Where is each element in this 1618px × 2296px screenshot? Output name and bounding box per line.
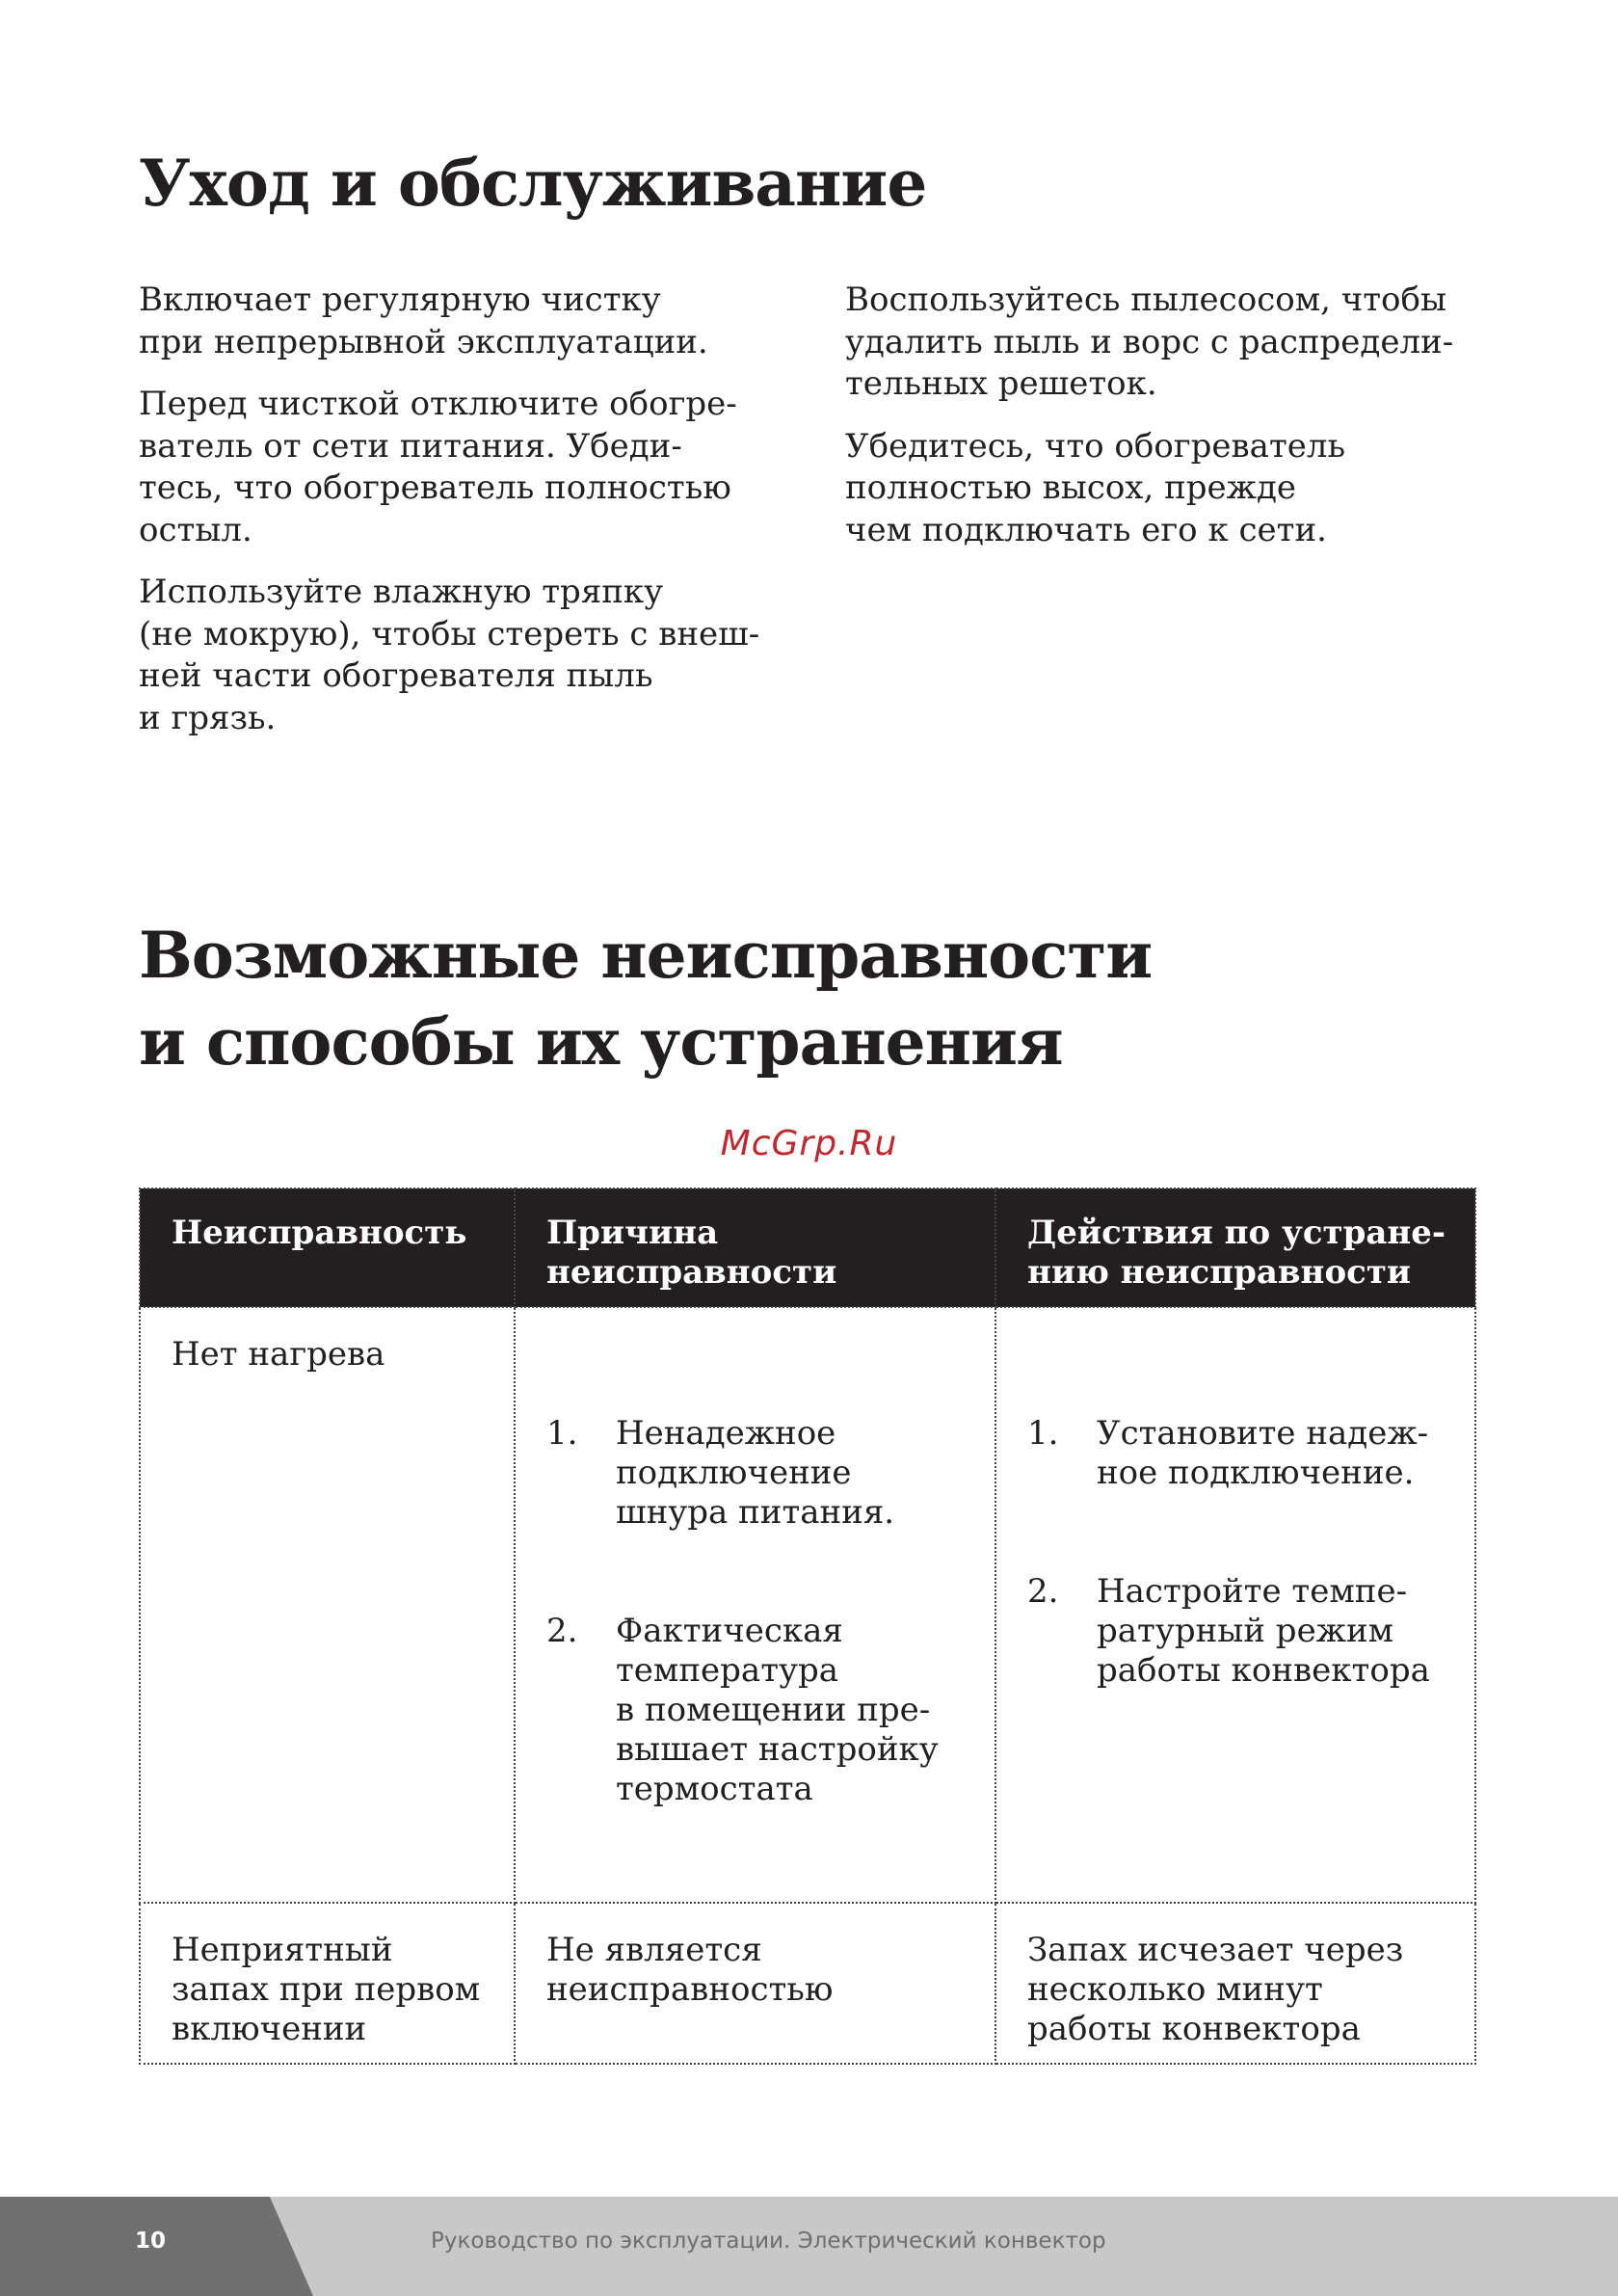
list-number: 1. <box>546 1414 578 1453</box>
watermark: McGrp.Ru <box>720 1124 898 1163</box>
list-item <box>546 1414 979 1533</box>
header-action: Действия по устране- нию неисправности <box>995 1188 1475 1307</box>
list-number: 2. <box>546 1612 578 1650</box>
care-title: Уход и обслуживание <box>139 146 927 221</box>
cause-cell <box>515 1307 995 1903</box>
list-text: Фактическая температура в помещении пре- вышает настройку термостата <box>616 1612 939 1808</box>
list-item <box>1027 1414 1459 1493</box>
table-header-row <box>140 1188 1475 1307</box>
page-number: 10 <box>135 2229 167 2254</box>
table-row <box>140 1903 1475 2064</box>
list-number: 1. <box>1027 1414 1059 1453</box>
list-item <box>1027 1572 1459 1691</box>
faults-table <box>139 1188 1476 2065</box>
faults-title <box>139 912 1152 1085</box>
cause-cell: Не является неисправностью <box>515 1903 995 2064</box>
care-right-column <box>845 280 1500 572</box>
action-cell <box>995 1307 1475 1903</box>
footer <box>0 2197 1618 2296</box>
footer-text: Руководство по эксплуатации. Электрический конвектор <box>431 2229 1106 2254</box>
action-list <box>1027 1375 1459 1730</box>
list-text: Ненадежное подключение шнура питания. <box>616 1414 895 1532</box>
care-paragraph: Перед чисткой отключите обогре- ватель от сети питания. Убеди- тесь, что обогреватель полностью остыл. <box>139 385 737 549</box>
care-paragraph: Используйте влажную тряпку (не мокрую), чтобы стереть с внеш- ней части обогревателя пыль и грязь. <box>139 573 760 737</box>
table-row <box>140 1307 1475 1903</box>
header-cause: Причина неисправности <box>515 1188 995 1307</box>
list-item <box>546 1612 979 1809</box>
faults-title-line1: Возможные неисправности <box>139 918 1153 993</box>
fault-cell: Неприятный запах при первом включении <box>140 1903 515 2064</box>
care-paragraph: Включает регулярную чистку при непрерывной эксплуатации. <box>139 280 708 361</box>
list-number: 2. <box>1027 1572 1059 1611</box>
list-text: Настройте темпе- ратурный режим работы конвектора <box>1097 1572 1430 1690</box>
care-paragraph: Воспользуйтесь пылесосом, чтобы удалить пыль и ворс с распредели- тельных решеток. <box>845 280 1454 403</box>
fault-cell: Нет нагрева <box>140 1307 515 1903</box>
action-cell: Запах исчезает через несколько минут работы конвектора <box>995 1903 1475 2064</box>
care-paragraph: Убедитесь, что обогреватель полностью высох, прежде чем подключать его к сети. <box>845 426 1345 549</box>
cause-list <box>546 1375 979 1849</box>
header-fault: Неисправность <box>140 1188 515 1307</box>
list-text: Установите надеж- ное подключение. <box>1097 1414 1429 1492</box>
faults-title-line2: и способы их устранения <box>139 1004 1063 1080</box>
care-left-column <box>139 280 775 760</box>
